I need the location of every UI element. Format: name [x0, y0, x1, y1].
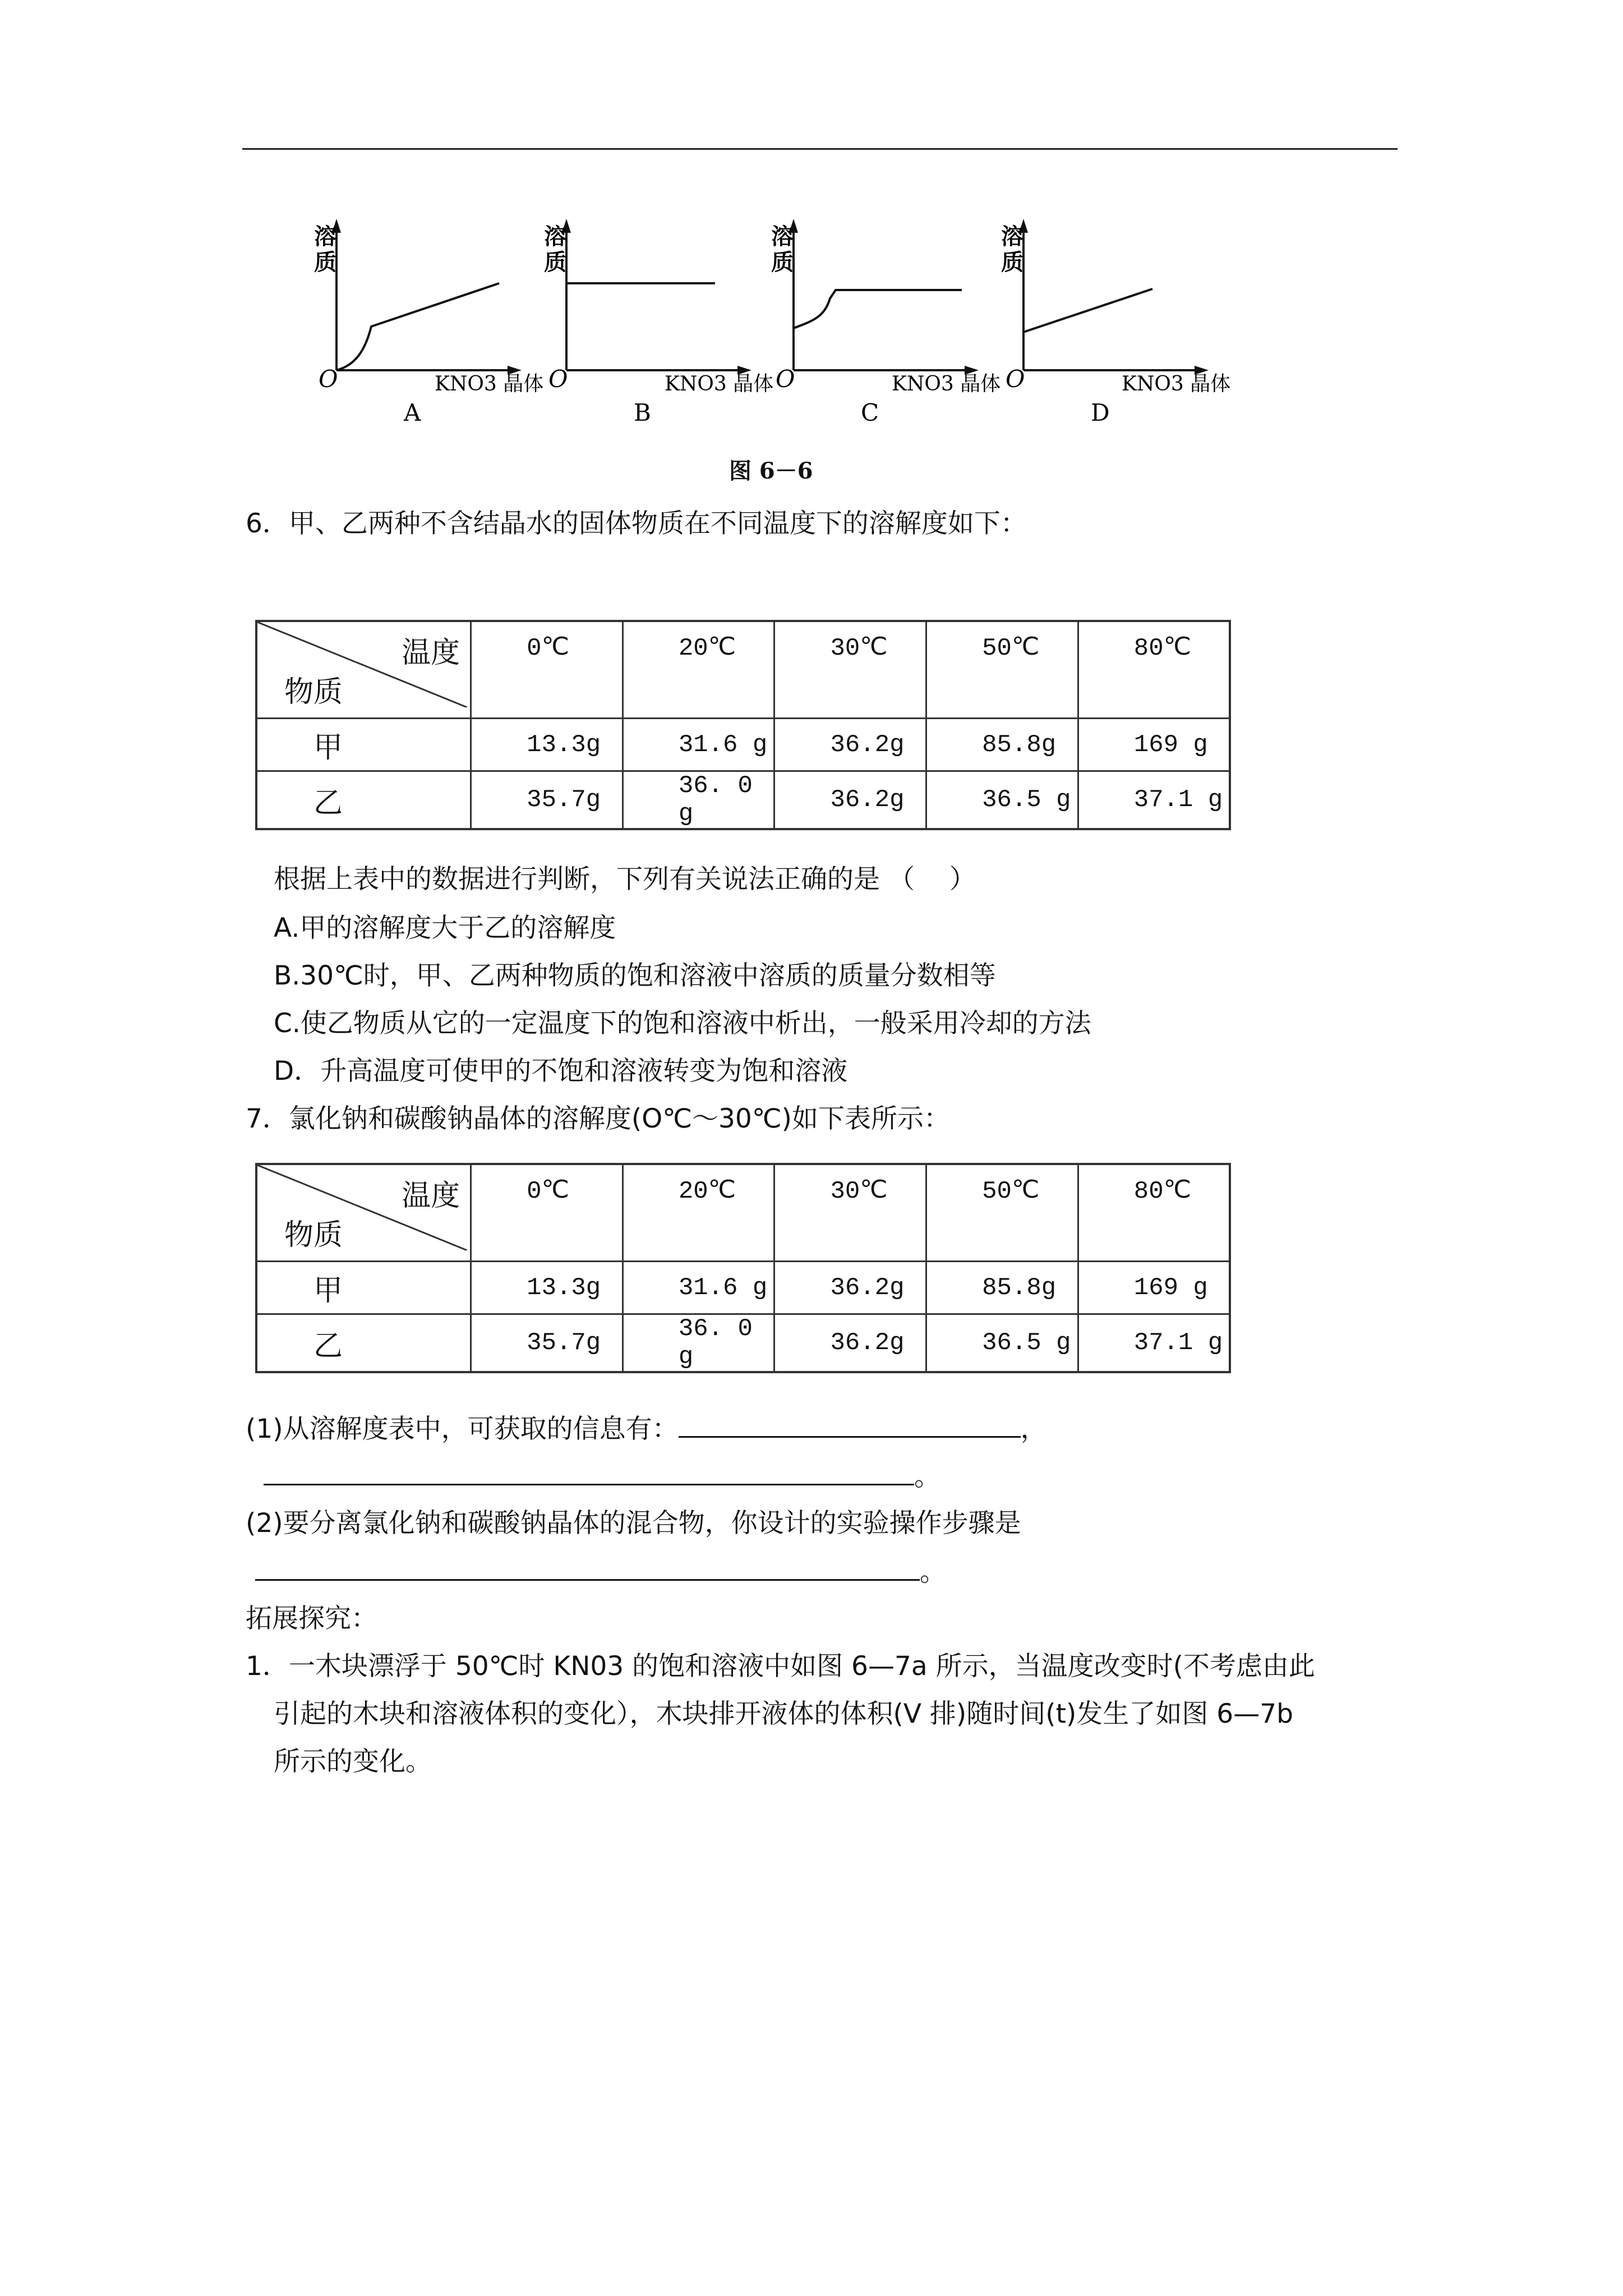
temp-header-0: 0℃	[471, 621, 623, 719]
temp-header-20: 20℃	[623, 1164, 774, 1262]
q6-option-d: D．升高温度可使甲的不饱和溶液转变为饱和溶液	[274, 1056, 848, 1087]
q6-option-a: A.甲的溶解度大于乙的溶解度	[274, 913, 616, 944]
corner-label-substance: 物质	[284, 675, 343, 709]
table-cell: 36.2g	[774, 1314, 926, 1373]
solute-curve	[794, 290, 962, 328]
header-rule	[242, 148, 1398, 150]
solute-curve	[336, 283, 499, 370]
table-cell: 37.1 g	[1078, 771, 1230, 830]
answer-blank-1[interactable]	[679, 1411, 1021, 1438]
q7-part1-end: 。	[914, 1461, 940, 1492]
y-axis-label-char: 溶	[771, 223, 794, 250]
q7-part1-line2	[264, 1459, 940, 1494]
origin-label: O	[1006, 365, 1025, 393]
origin-label: O	[548, 365, 568, 393]
answer-blank-2[interactable]	[264, 1459, 914, 1485]
table-cell: 13.3g	[471, 1262, 623, 1314]
row-name: 乙	[256, 1314, 471, 1373]
panel-letter: C	[861, 399, 879, 426]
y-axis-label-char: 质	[314, 249, 336, 275]
extension-heading: 拓展探究：	[246, 1603, 377, 1634]
table-cell: 13.3g	[471, 719, 623, 771]
table-cell: 169 g	[1078, 1262, 1230, 1314]
table-cell: 36.5 g	[926, 771, 1078, 830]
figure-6-6-graphs	[303, 208, 1267, 443]
q7-solubility-table	[255, 1163, 1231, 1373]
q6-solubility-table	[255, 620, 1231, 830]
table-header-row	[256, 621, 1230, 719]
row-name: 甲	[256, 1262, 471, 1314]
temp-header-30: 30℃	[774, 621, 926, 719]
table-cell: 36. 0 g	[623, 1314, 774, 1373]
q7-part1-text: (1)从溶解度表中，可获取的信息有：	[246, 1414, 679, 1444]
table-cell: 169 g	[1078, 719, 1230, 771]
graph-panel-c	[771, 219, 1000, 426]
y-axis-label-char: 溶	[314, 223, 336, 250]
graph-panel-a	[314, 219, 543, 426]
corner-label-temperature: 温度	[402, 1179, 460, 1213]
y-axis-label-char: 溶	[544, 223, 566, 250]
temp-header-80: 80℃	[1078, 1164, 1230, 1262]
table-row-yi	[256, 1314, 1230, 1373]
figure-caption: 图 6－6	[729, 458, 813, 484]
q7-part2: (2)要分离氯化钠和碳酸钠晶体的混合物，你设计的实验操作步骤是	[246, 1508, 1021, 1539]
temp-header-20: 20℃	[623, 621, 774, 719]
temp-header-30: 30℃	[774, 1164, 926, 1262]
table-cell: 36.2g	[774, 1262, 926, 1314]
answer-blank-3[interactable]	[255, 1554, 920, 1581]
table-cell: 85.8g	[926, 1262, 1078, 1314]
table-header-row	[256, 1164, 1230, 1262]
extension-line-3: 所示的变化。	[274, 1746, 432, 1777]
table-cell: 31.6 g	[623, 1262, 774, 1314]
panel-letter: D	[1091, 399, 1110, 426]
temp-header-0: 0℃	[471, 1164, 623, 1262]
corner-label-substance: 物质	[284, 1218, 343, 1252]
table-cell: 37.1 g	[1078, 1314, 1230, 1373]
y-axis-label-char: 质	[1001, 249, 1023, 275]
x-axis-label: KNO3 晶体	[892, 372, 1001, 395]
panel-letter: B	[634, 399, 651, 426]
q7-part2-line2	[255, 1554, 946, 1589]
q7-part2-end: 。	[920, 1557, 946, 1588]
table-row-yi	[256, 771, 1230, 830]
solute-curve	[1023, 289, 1152, 332]
x-axis-label: KNO3 晶体	[665, 372, 774, 395]
x-axis-label: KNO3 晶体	[1122, 372, 1231, 395]
x-axis-label: KNO3 晶体	[435, 372, 544, 395]
panel-letter: A	[404, 399, 421, 426]
y-axis-label-char: 溶	[1001, 223, 1023, 250]
extension-line-2: 引起的木块和溶液体积的变化），木块排开液体的体积(V 排)随时间(t)发生了如图 6—7b	[274, 1699, 1293, 1729]
table-row-jia	[256, 1262, 1230, 1314]
corner-label-temperature: 温度	[402, 636, 460, 670]
temp-header-50: 50℃	[926, 621, 1078, 719]
q7-part1	[246, 1411, 1047, 1446]
table-cell: 36.5 g	[926, 1314, 1078, 1373]
row-name: 甲	[256, 719, 471, 771]
q6-stem: 6．甲、乙两种不含结晶水的固体物质在不同温度下的溶解度如下：	[246, 508, 1027, 539]
table-cell: 36.2g	[774, 771, 926, 830]
table-corner-cell	[256, 621, 471, 719]
extension-line-1: 1．一木块漂浮于 50℃时 KN03 的饱和溶液中如图 6—7a 所示，当温度改变时(不考虑由此	[246, 1651, 1315, 1682]
row-name: 乙	[256, 771, 471, 830]
temp-header-50: 50℃	[926, 1164, 1078, 1262]
graph-panel-d	[1001, 219, 1230, 426]
table-cell: 35.7g	[471, 1314, 623, 1373]
origin-label: O	[319, 365, 338, 393]
q7-stem: 7．氯化钠和碳酸钠晶体的溶解度(O℃～30℃)如下表所示：	[246, 1103, 950, 1134]
y-axis-label-char: 质	[771, 249, 794, 275]
table-row-jia	[256, 719, 1230, 771]
graph-panel-b	[544, 219, 773, 426]
temp-header-80: 80℃	[1078, 621, 1230, 719]
q6-lead: 根据上表中的数据进行判断，下列有关说法正确的是 （ ）	[274, 864, 976, 895]
table-corner-cell	[256, 1164, 471, 1262]
table-cell: 85.8g	[926, 719, 1078, 771]
q6-option-b: B.30℃时，甲、乙两种物质的饱和溶液中溶质的质量分数相等	[274, 960, 996, 991]
table-cell: 36.2g	[774, 719, 926, 771]
q7-part1-comma: ，	[1020, 1414, 1047, 1444]
y-axis-label-char: 质	[544, 249, 566, 275]
q6-option-c: C.使乙物质从它的一定温度下的饱和溶液中析出，一般采用冷却的方法	[274, 1008, 1091, 1039]
table-cell: 31.6 g	[623, 719, 774, 771]
origin-label: O	[776, 365, 795, 393]
table-cell: 35.7g	[471, 771, 623, 830]
table-cell: 36. 0 g	[623, 771, 774, 830]
